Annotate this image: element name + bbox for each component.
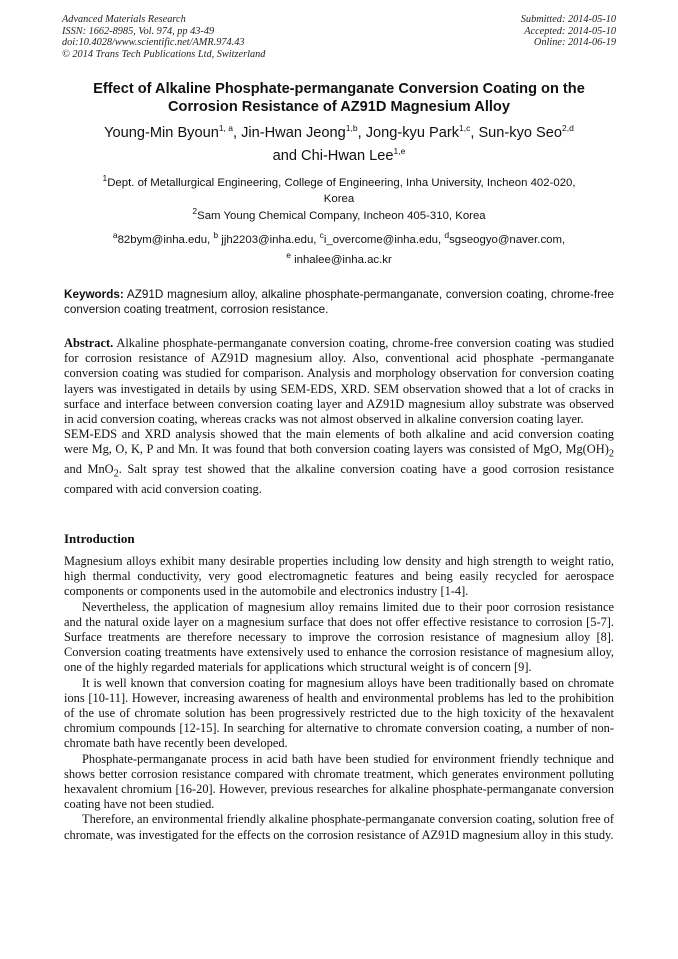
- author-name: Jong-kyu Park: [365, 125, 459, 141]
- email-mark: a: [112, 230, 118, 241]
- email-address: sgseogyo@naver.com,: [449, 234, 566, 246]
- journal-copyright: © 2014 Trans Tech Publications Ltd, Switzerland: [62, 48, 266, 60]
- affiliation-country: Korea: [323, 193, 355, 205]
- author-affil-mark: 1,c: [459, 123, 471, 134]
- intro-paragraph: It is well known that conversion coating for magnesium alloys have been traditionally based on chromate ions [10-11]. However, increasing awareness of health and environmental problems has led to the prohibition of the use of chromate solution has been progressively restricted due to the high toxicity of the hexavalent chromium compounds [12-15]. In searching for alternative to chromate conversion coating, a number of non-chromate bath have recently been developed.: [64, 675, 614, 751]
- affiliation-mark: 1: [102, 173, 108, 184]
- affiliation-2: [40, 208, 638, 224]
- online-date: Online: 2014-06-19: [533, 37, 616, 48]
- abstract-paragraph-1: Abstract. Alkaline phosphate-permanganate conversion coating, chrome-free conversion coating was studied for corrosion resistance of AZ91D magnesium alloy. Also, conventional acid phosphate -permanganate conversion coating was studied for comparison. Analysis and morphology observation for conversion coating layers was investigated in details by using SEM-EDS, XRD. SEM observation showed that a lot of cracks in surface and interface between conversion coating layer and AZ91D magnesium alloy substrate was observed in acid conversion coating, whereas cracks was not almost observed in alkaline conversion coating layer.: [64, 336, 614, 427]
- email-mark: c: [319, 230, 324, 241]
- author-emails: [40, 230, 638, 270]
- intro-paragraph: Magnesium alloys exhibit many desirable properties including low density and high strength to weight ratio, high thermal conductivity, very good electromagnetic features and being easily recycled for aerospace components or components used in the automobile and electronics industry [1-4].: [64, 554, 614, 599]
- intro-paragraph: Therefore, an environmental friendly alkaline phosphate-permanganate conversion coating, solution free of chromate, was investigated for the effects on the corrosion resistance of AZ91D magnesium alloy in this study.: [64, 812, 614, 842]
- email-address: inhalee@inha.ac.kr: [290, 254, 392, 266]
- accepted-date: Accepted: 2014-05-10: [524, 25, 616, 37]
- journal-doi: doi:10.4028/www.scientific.net/AMR.974.43: [62, 37, 245, 48]
- title-line-1: Effect of Alkaline Phosphate-permanganate Conversion Coating on the: [93, 81, 585, 97]
- email-address: i_overcome@inha.edu,: [323, 234, 445, 246]
- abstract-paragraph-2: SEM-EDS and XRD analysis showed that the main elements of both alkaline and acid conversion coating were Mg, O, K, P and Mn. It was found that both conversion coating layers was consisted of MgO, $Mg(OH)_2$ and MnO$_2$. Salt spray test showed that the alkaline conversion coating have a good corrosion resistance compared with acid conversion coating.: [64, 427, 615, 496]
- journal-header-right: [521, 14, 616, 49]
- keywords-text: AZ91D magnesium alloy, alkaline phosphate-permanganate, conversion coating, chrome-free conversion coating treatment, corrosion resistance.: [64, 288, 614, 316]
- journal-issn: ISSN: 1662-8985, Vol. 974, pp 43-49: [62, 25, 215, 37]
- author-name: Jin-Hwan Jeong: [241, 125, 346, 141]
- intro-paragraph: Nevertheless, the application of magnesium alloy remains limited due to their poor corrosion resistance and the natural oxide layer on a magnesium surface that does not offer effective resistance to corrosion [5-7]. Surface treatments are therefore necessary to improve the corrosion resistance of magnesium alloy [8]. Conversion coating treatments have extensively used to enhance the corrosion resistance of magnesium alloy, one of the highly regarded materials for applications which structural weight is of concern [9].: [64, 599, 614, 675]
- author-name: Sun-kyo Seo: [478, 125, 563, 141]
- email-mark: d: [444, 230, 450, 241]
- email-mark: e: [286, 250, 291, 261]
- author-affil-mark: 2,d: [562, 123, 574, 134]
- affiliation-text: Sam Young Chemical Company, Incheon 405-310, Korea: [197, 210, 486, 222]
- abstract-section: [64, 336, 614, 497]
- title-line-2: Corrosion Resistance of AZ91D Magnesium Alloy: [168, 99, 510, 115]
- author-affil-mark: 1, a: [218, 123, 234, 134]
- introduction-section: [64, 554, 614, 843]
- author-list: [40, 122, 638, 168]
- introduction-heading: Introduction: [64, 531, 135, 546]
- keywords-label: Keywords:: [64, 288, 124, 301]
- intro-paragraph: Phosphate-permanganate process in acid bath have been studied for environment friendly technique and shows better corrosion resistance compared with chromate treatment, which generates environment polluting hexavalent chromium [16-20]. However, previous researches for alkaline phosphate-permanganate conversion coating have not been studied.: [64, 751, 614, 812]
- email-mark: b: [213, 230, 219, 241]
- paper-title: [40, 80, 638, 116]
- author-line-1: Young-Min Byoun$^{1, a}$, Jin-Hwan Jeong$^{1,b}$, Jong-kyu Park$^{1,c}$, Sun-kyo Seo$^{2,d}$: [104, 123, 574, 141]
- affiliation-text: Dept. of Metallurgical Engineering, College of Engineering, Inha University, Incheon 402-020,: [107, 177, 576, 189]
- email-address: jjh2203@inha.edu,: [218, 234, 320, 246]
- author-line-2: [40, 145, 638, 168]
- keywords-section: [64, 287, 614, 317]
- author-affil-mark: 1,b: [345, 123, 358, 134]
- author-name: Chi-Hwan Lee: [301, 148, 394, 164]
- submitted-date: Submitted: 2014-05-10: [520, 14, 616, 25]
- affiliation-1: [40, 175, 638, 207]
- email-address: 82bym@inha.edu,: [117, 234, 214, 246]
- author-name: Young-Min Byoun: [104, 125, 219, 141]
- journal-header-left: [62, 14, 265, 60]
- author-affil-mark: 1,e: [393, 146, 406, 157]
- abstract-label: Abstract.: [64, 336, 114, 350]
- journal-name: Advanced Materials Research: [62, 14, 186, 25]
- affiliation-mark: 2: [192, 206, 198, 217]
- author-conjunction: and: [272, 148, 297, 164]
